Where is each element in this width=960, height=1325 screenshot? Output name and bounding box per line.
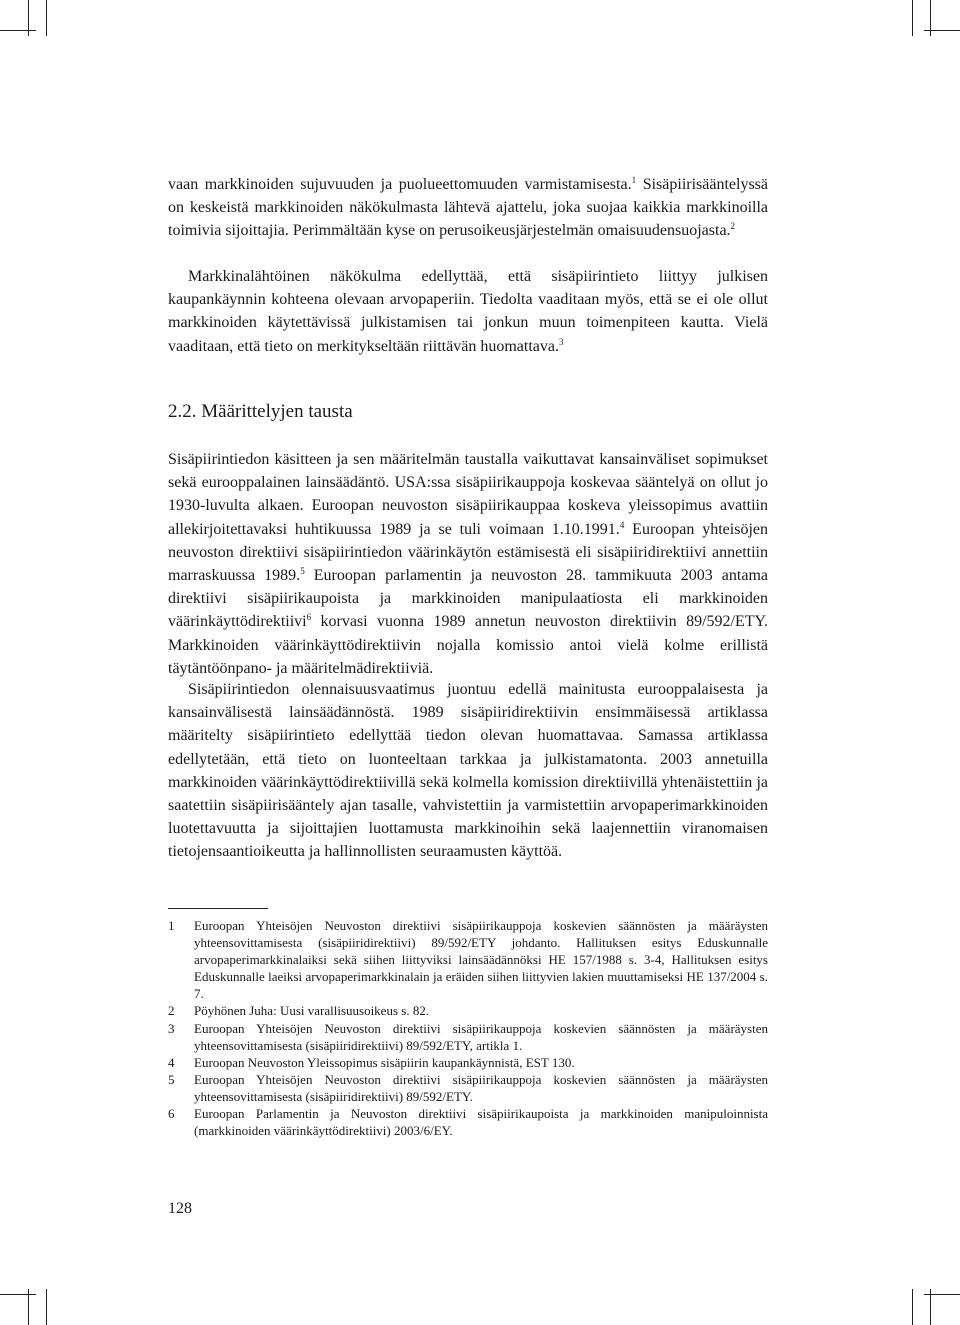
footnote-number: 4 [168,1054,175,1070]
footnote-text: Euroopan Yhteisöjen Neuvoston direktiivi sisäpiirikauppoja koskevien säännösten ja määräysten yhteensovittamisesta (sisäpiiridirektiivi) 89/592/ETY johdanto. Hallituksen esitys Eduskunnalle arvopaperimarkkinalaiksi sekä siihen liittyviksi lainsäädännöksi HE 157/1988 s. 3-4, Hallituksen esitys Eduskunnalle laeiksi arvopaperimarkkinalain ja eräiden siihen liittyvien lakien muuttamiseksi HE 137/2004 s. 7. [194,918,768,1002]
paragraph-text: Euroopan parlamentin ja neuvoston 28. tammikuuta 2003 antama direktiivi sisäpiirikaupoista ja markkinoiden manipulaatiosta eli markkinoiden väärinkäyttödirektiivi [168,567,768,631]
paragraph-text: korvasi vuonna 1989 annetun neuvoston direktiivin 89/592/ETY. Markkinoiden väärinkäyttödirektiivin nojalla komissio antoi vielä kolme erillistä täytäntöönpano- ja määritelmädirektiiviä. [168,613,768,677]
crop-mark [0,30,36,31]
paragraph-text: Euroopan yhteisöjen neuvoston direktiivi sisäpiirintiedon väärinkäytön estämisestä eli sisäpiiridirektiivi annettiin marraskuussa 1989. [168,520,768,585]
body-paragraph [168,265,768,358]
footnote-number: 5 [168,1071,175,1087]
paragraph-text: Markkinalähtöinen näkökulma edellyttää, että sisäpiirintieto liittyy julkisen kaupankäynnin kohteena olevaan arvopaperiin. Tiedolta vaaditaan myös, että se ei ole ollut markkinoiden käytettävissä julkistamisen tai jonkun muun toimenpiteen kautta. Vielä vaaditaan, että tieto on merkitykseltään riittävän huomattava. [168,268,768,355]
section-heading: 2.2. Määrittelyjen tausta [168,401,353,422]
footnote-ref[interactable]: 2 [730,221,736,232]
paragraph-text: Sisäpiirintiedon käsitteen ja sen määritelmän taustalla vaikuttavat kansainväliset sopimukset sekä eurooppalainen lainsäädäntö. USA:ssa sisäpiirikauppoja koskevaa sääntelyä on ollut jo 1930-luvulta alkaen. Euroopan neuvoston sisäpiirikauppaa koskeva yleissopimus avattiin allekirjoitettavaksi huhtikuussa 1989 ja se tuli voimaan 1.10.1991. [168,451,768,538]
body-paragraph [168,678,768,864]
footnote-text: Euroopan Parlamentin ja Neuvoston direktiivi sisäpiirikaupoista ja markkinoiden manipuloinnista (markkinoiden väärinkäyttödirektiivi) 2003/6/EY. [194,1106,768,1139]
footnote [168,1054,768,1071]
footnote-ref[interactable]: 5 [300,566,305,577]
footnote [168,917,768,1002]
footnote-ref[interactable]: 1 [631,175,637,185]
crop-mark [46,0,47,36]
footnote-number: 1 [168,918,175,933]
footnote-number: 3 [168,1020,175,1036]
body-paragraph [168,173,768,243]
crop-mark [912,1289,913,1325]
footnote-text: Euroopan Yhteisöjen Neuvoston direktiivi sisäpiirikauppoja koskevien säännösten ja määräysten yhteensovittamisesta (sisäpiiridirektiivi) 89/592/ETY, artikla 1. [194,1020,768,1053]
paragraph-text: Sisäpiirisääntelyssä on keskeistä markkinoiden näkökulmasta lähtevä ajattelu, joka suojaa kaikkia markkinoilla toimivia sijoittajia. Perimmältään kyse on perusoikeusjärjestelmän omaisuudensuojasta. [168,176,769,240]
footnote-text: Euroopan Neuvoston Yleissopimus sisäpiirin kaupankäynnistä, EST 130. [194,1054,575,1070]
footnote-ref[interactable]: 4 [619,519,625,530]
paragraph-text: vaan markkinoiden sujuvuuden ja puolueettomuuden varmistamisesta. [168,176,632,193]
footnote-number: 6 [168,1106,175,1122]
footnote-text: Euroopan Yhteisöjen Neuvoston direktiivi sisäpiirikauppoja koskevien säännösten ja määräysten yhteensovittamisesta (sisäpiiridirektiivi) 89/592/ETY. [194,1071,768,1104]
footnotes [168,917,768,1139]
footnote-ref[interactable]: 6 [306,612,312,623]
footnote [168,1071,768,1105]
footnote-text: Pöyhönen Juha: Uusi varallisuusoikeus s. 82. [194,1003,430,1019]
footnote [168,1105,768,1139]
footnote [168,1002,768,1019]
footnote-ref[interactable]: 3 [558,336,564,347]
body-paragraph [168,448,768,680]
paragraph-text: Sisäpiirintiedon olennaisuusvaatimus juontuu edellä mainitusta eurooppalaisesta ja kansainvälisestä lainsäädännöstä. 1989 sisäpiiridirektiivin ensimmäisessä artiklassa määritelty sisäpiirintieto edellyttää tiedon olevan huomattavaa. Samassa artiklassa edellytetään, että tieto on luonteeltaan tarkkaa ja julkistamatonta. 2003 annetuilla markkinoiden väärinkäyttödirektiivillä sekä kolmella komission direktiivillä yhtenäistettiin ja saatettiin sisäpiirisääntely ajan tasalle, vahvistettiin ja varmistettiin arvopaperimarkkinoiden luotettavuutta ja sijoittajien luottamusta markkinoihin sekä laajennettiin viranomaisen tietojensaantioikeutta ja hallinnollisten seuraamusten käyttöä. [168,681,768,861]
crop-mark [46,1289,47,1325]
page-number: 128 [168,1200,192,1217]
footnote [168,1020,768,1054]
footnote-divider [168,908,268,909]
crop-mark [924,1294,960,1295]
crop-mark [924,30,960,31]
crop-mark [0,1294,36,1295]
crop-mark [912,0,913,36]
footnote-number: 2 [168,1003,175,1019]
